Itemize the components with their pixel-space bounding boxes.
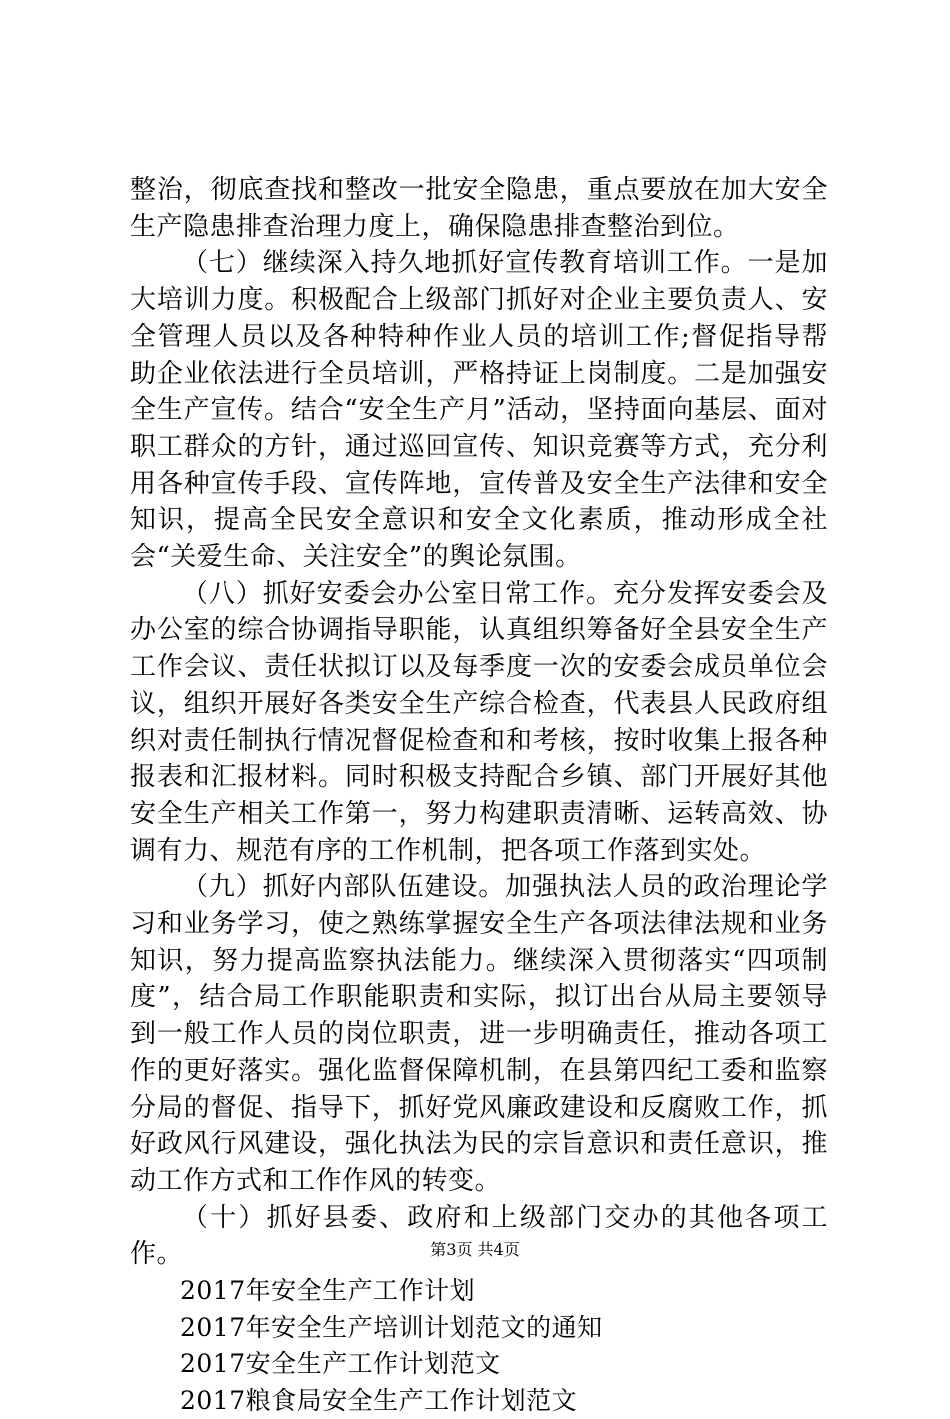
paragraph-section-7: （七）继续深入持久地抓好宣传教育培训工作。一是加大培训力度。积极配合上级部门抓好对企业主要负责人、安全管理人员以及各种特种作业人员的培训工作;督促指导帮助企业依法进行全员培训，严格持证上岗制度。二是加强安全生产宣传。结合“安全生产月”活动，坚持面向基层、面对职工群众的方针，通过巡回宣传、知识竞赛等方式，充分利用各种宣传手段、宣传阵地，宣传普及安全生产法律和安全知识，提高全民安全意识和安全文化素质，推动形成全社会“关爱生命、关注安全”的舆论氛围。	[130, 248, 828, 573]
paragraph-section-8: （八）抓好安委会办公室日常工作。充分发挥安委会及办公室的综合协调指导职能，认真组织筹备好全县安全生产工作会议、责任状拟订以及每季度一次的安委会成员单位会议，组织开展好各类安全生产综合检查，代表县人民政府组织对责任制执行情况督促检查和和考核，按时收集上报各种报表和汇报材料。同时积极支持配合乡镇、部门开展好其他安全生产相关工作第一，努力构建职责清晰、运转高效、协调有力、规范有序的工作机制，把各项工作落到实处。	[130, 578, 828, 866]
related-link[interactable]: 2017粮食局安全生产工作计划范文	[180, 1385, 578, 1415]
paragraph-continuation: 整治，彻底查找和整改一批安全隐患，重点要放在加大安全生产隐患排查治理力度上，确保隐患排查整治到位。	[130, 175, 828, 242]
paragraph-section-9: （九）抓好内部队伍建设。加强执法人员的政治理论学习和业务学习，使之熟练掌握安全生产各项法律法规和业务知识，努力提高监察执法能力。继续深入贯彻落实“四项制度”，结合局工作职能职责和实际，拟订出台从局主要领导到一般工作人员的岗位职责，进一步明确责任，推动各项工作的更好落实。强化监督保障机制，在县第四纪工委和监察分局的督促、指导下，抓好党风廉政建设和反腐败工作，抓好政风行风建设，强化执法为民的宗旨意识和责任意识，推动工作方式和工作作风的转变。	[130, 872, 828, 1196]
related-link[interactable]: 2017安全生产工作计划范文	[180, 1349, 501, 1379]
page-footer: 第3页 共4页	[430, 1240, 520, 1259]
related-link[interactable]: 2017年安全生产培训计划范文的通知	[180, 1312, 603, 1342]
paragraph-section-10: （十）抓好县委、政府和上级部门交办的其他各项工作。	[130, 1202, 828, 1270]
document-body	[130, 172, 828, 1419]
related-link[interactable]: 2017年安全生产工作计划	[180, 1276, 476, 1306]
